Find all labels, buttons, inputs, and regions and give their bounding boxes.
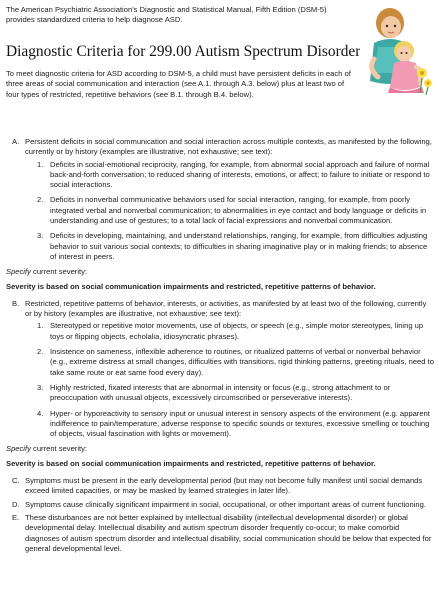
- criterion-d-text: Symptoms cause clinically significant impairment in social, occupational, or other important areas of current functioning.: [25, 499, 426, 509]
- criteria-list: [6, 137, 434, 262]
- criterion-b-text: Restricted, repetitive patterns of behavior, interests, or activities, as manifested by at least two of the following, currently or by history (examples are illustrative, not exhaustive; see text):: [25, 298, 427, 319]
- criterion-b: [12, 299, 434, 440]
- criterion-e-text: These disturbances are not better explained by intellectual disability (intellectual developmental disorder) or global developmental delay. Intellectual disability and autism spectrum disorder frequently co-occur; to make comorbid diagnoses of autism spectrum disorder and intellectual disability, social communication should be below that expected for general developmental level.: [25, 512, 432, 553]
- item-text: Highly restricted, fixated interests that are abnormal in intensity or focus (e.g., strong attachment to or preoccupation with unusual objects, excessively circumscribed or perseverative interests).: [50, 382, 391, 403]
- criteria-list-b: [6, 299, 434, 440]
- item-text: Deficits in nonverbal communicative behaviors used for social interaction, ranging, for example, from poorly integrated verbal and nonverbal communication; to abnormalities in eye contact and body language or deficits in understanding and use of gestures; to a total lack of facial expressions and nonverbal communication.: [50, 195, 427, 226]
- specify-rest: current severity:: [30, 444, 88, 454]
- criterion-a-item: [33, 160, 434, 191]
- criterion-a-item: [33, 231, 434, 262]
- item-marker: 3.: [37, 382, 44, 392]
- criterion-a-items: [25, 160, 434, 263]
- item-text: Hyper- or hyporeactivity to sensory input or unusual interest in sensory aspects of the environment (e.g. apparent indifference to pain/temperature, adverse response to specific sounds or textures, excessive smelling or touching of objects, visual fascination with lights or movement).: [50, 408, 430, 439]
- criterion-b-item: [33, 321, 434, 342]
- page-title: Diagnostic Criteria for 299.00 Autism Spectrum Disorder: [6, 43, 361, 60]
- criterion-a-marker: A.: [12, 137, 20, 146]
- item-text: Insistence on sameness, inflexible adherence to routines, or ritualized patterns of verbal or nonverbal behavior (e.g., extreme distress at small changes, difficulties with transitions, rigid thinking patterns, greeting rituals, need to take same route or eat same food every day).: [50, 347, 434, 377]
- specify-rest: current severity:: [30, 267, 88, 277]
- item-text: Deficits in developing, maintaining, and understand relationships, ranging, for example, from difficulties adjusting behavior to suit various social contexts; to difficulties in sharing imaginative play or in making friends; to absence of interest in peers.: [50, 231, 428, 261]
- criterion-d-marker: D.: [12, 499, 20, 509]
- criterion-c-marker: C.: [12, 476, 20, 486]
- specify-label: Specify: [6, 444, 31, 454]
- item-marker: 4.: [37, 408, 44, 418]
- criterion-b-items: [25, 321, 434, 439]
- criterion-c-text: Symptoms must be present in the early developmental period (but may not become fully manifest until social demands exceed limited capacities, or may be masked by learned strategies in later life).: [25, 476, 423, 496]
- criterion-b-marker: B.: [12, 298, 20, 308]
- children-photo: [360, 3, 436, 95]
- item-marker: 2.: [37, 195, 44, 205]
- item-marker: 2.: [37, 347, 44, 357]
- criterion-e: [12, 513, 434, 554]
- criterion-c: [12, 476, 434, 497]
- severity-note-a: Severity is based on social communication impairments and restricted, repetitive patterns of behavior.: [6, 281, 376, 291]
- criterion-b-item: [33, 347, 434, 378]
- criterion-a-text: Persistent deficits in social communication and social interaction across multiple contexts, as manifested by the following, currently or by history (examples are illustrative, not exhaustive; see text):: [25, 137, 432, 157]
- item-text: Deficits in social-emotional reciprocity, ranging, for example, from abnormal social approach and failure of normal back-and-forth conversation; to reduced sharing of interests, emotions, or affect; to failure to initiate or respond to social interactions.: [50, 159, 430, 190]
- item-marker: 1.: [37, 159, 44, 169]
- criterion-d: [12, 500, 434, 510]
- specify-severity-b: [6, 444, 434, 454]
- criterion-b-item: [33, 383, 434, 404]
- criteria-content: [6, 137, 434, 554]
- children-photo-image: [360, 3, 436, 95]
- specify-label: Specify: [6, 267, 31, 277]
- criteria-list-cde: [6, 476, 434, 554]
- item-text: Stereotyped or repetitive motor movements, use of objects, or speech (e.g., simple motor stereotypes, lining up toys or flipping objects, echolalia, idiosyncratic phrases).: [50, 321, 424, 341]
- criterion-a: [12, 137, 434, 262]
- item-marker: 1.: [37, 321, 44, 331]
- criterion-e-marker: E.: [12, 512, 20, 522]
- item-marker: 3.: [37, 231, 44, 241]
- criterion-a-item: [33, 195, 434, 226]
- severity-note-b: Severity is based on social communication impairments and restricted, repetitive patterns of behavior.: [6, 458, 376, 468]
- intro-text: The American Psychiatric Association's Diagnostic and Statistical Manual, Fifth Edition (DSM-5) provides standardized criteria to help diagnose ASD.: [6, 5, 327, 25]
- specify-severity-a: [6, 267, 434, 277]
- criterion-b-item: [33, 409, 434, 440]
- lead-paragraph: To meet diagnostic criteria for ASD according to DSM-5, a child must have persistent deficits in each of three areas of social communication and interaction (see A.1. through A.3. below) plus at least two of four types of restricted, repetitive behaviors (see B.1. through B.4. below).: [6, 69, 351, 99]
